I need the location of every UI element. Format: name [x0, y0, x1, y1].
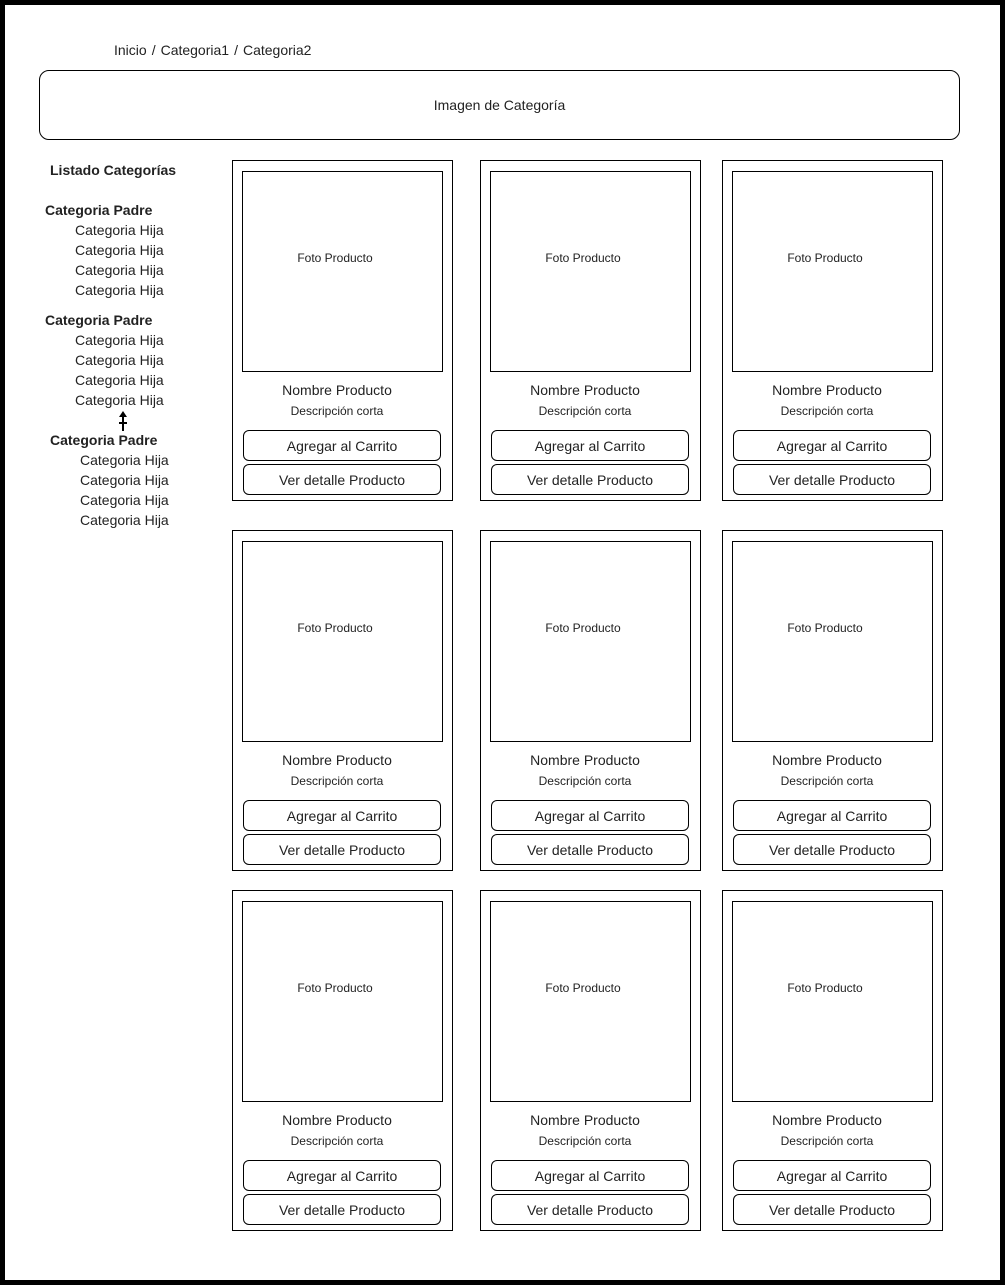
- mouse-cursor-icon: [116, 410, 130, 432]
- view-detail-button[interactable]: Ver detalle Producto: [243, 1194, 441, 1225]
- product-description: Descripción corta: [538, 1134, 632, 1148]
- product-photo[interactable]: [242, 171, 443, 372]
- product-card: [480, 890, 701, 1231]
- category-image-label: Imagen de Categoría: [433, 97, 566, 113]
- product-photo-label: Foto Producto: [787, 981, 863, 995]
- product-photo-label: Foto Producto: [545, 981, 621, 995]
- sidebar-child-category[interactable]: Categoria Hija: [75, 282, 164, 298]
- product-photo[interactable]: [490, 541, 691, 742]
- breadcrumb-separator: /: [234, 42, 238, 58]
- product-photo[interactable]: [490, 171, 691, 372]
- sidebar-child-category[interactable]: Categoria Hija: [75, 262, 164, 278]
- product-photo-label: Foto Producto: [545, 621, 621, 635]
- breadcrumb-item-home[interactable]: Inicio: [114, 42, 147, 58]
- product-photo-label: Foto Producto: [787, 251, 863, 265]
- product-card: [232, 890, 453, 1231]
- add-to-cart-button[interactable]: Agregar al Carrito: [733, 430, 931, 461]
- product-name[interactable]: Nombre Producto: [772, 382, 882, 398]
- add-to-cart-button[interactable]: Agregar al Carrito: [243, 800, 441, 831]
- product-name[interactable]: Nombre Producto: [772, 1112, 882, 1128]
- product-description: Descripción corta: [780, 774, 874, 788]
- product-description: Descripción corta: [780, 1134, 874, 1148]
- product-description: Descripción corta: [290, 1134, 384, 1148]
- product-photo[interactable]: [242, 901, 443, 1102]
- add-to-cart-button[interactable]: Agregar al Carrito: [491, 430, 689, 461]
- sidebar-child-category[interactable]: Categoria Hija: [80, 512, 169, 528]
- product-name[interactable]: Nombre Producto: [530, 752, 640, 768]
- sidebar-parent-category[interactable]: Categoria Padre: [45, 312, 153, 328]
- sidebar-child-category[interactable]: Categoria Hija: [80, 492, 169, 508]
- product-photo-label: Foto Producto: [787, 621, 863, 635]
- product-name[interactable]: Nombre Producto: [530, 1112, 640, 1128]
- sidebar-child-category[interactable]: Categoria Hija: [80, 452, 169, 468]
- view-detail-button[interactable]: Ver detalle Producto: [733, 464, 931, 495]
- product-description: Descripción corta: [538, 404, 632, 418]
- view-detail-button[interactable]: Ver detalle Producto: [243, 834, 441, 865]
- view-detail-button[interactable]: Ver detalle Producto: [733, 834, 931, 865]
- product-card: [232, 160, 453, 501]
- breadcrumb-item-category2: Categoria2: [242, 42, 312, 58]
- add-to-cart-button[interactable]: Agregar al Carrito: [733, 1160, 931, 1191]
- sidebar-title: Listado Categorías: [50, 162, 177, 178]
- product-card: [722, 530, 943, 871]
- product-photo-label: Foto Producto: [297, 251, 373, 265]
- product-photo[interactable]: [242, 541, 443, 742]
- sidebar-child-category[interactable]: Categoria Hija: [75, 242, 164, 258]
- sidebar-child-category[interactable]: Categoria Hija: [75, 352, 164, 368]
- view-detail-button[interactable]: Ver detalle Producto: [243, 464, 441, 495]
- add-to-cart-button[interactable]: Agregar al Carrito: [733, 800, 931, 831]
- product-description: Descripción corta: [780, 404, 874, 418]
- view-detail-button[interactable]: Ver detalle Producto: [491, 834, 689, 865]
- view-detail-button[interactable]: Ver detalle Producto: [491, 464, 689, 495]
- product-card: [722, 160, 943, 501]
- product-photo[interactable]: [732, 171, 933, 372]
- view-detail-button[interactable]: Ver detalle Producto: [733, 1194, 931, 1225]
- add-to-cart-button[interactable]: Agregar al Carrito: [491, 1160, 689, 1191]
- sidebar-parent-category[interactable]: Categoria Padre: [50, 432, 158, 448]
- breadcrumb-separator: /: [151, 42, 156, 58]
- product-card: [232, 530, 453, 871]
- add-to-cart-button[interactable]: Agregar al Carrito: [243, 430, 441, 461]
- product-description: Descripción corta: [290, 404, 384, 418]
- sidebar-parent-category[interactable]: Categoria Padre: [45, 202, 153, 218]
- product-name[interactable]: Nombre Producto: [282, 382, 392, 398]
- product-photo[interactable]: [732, 541, 933, 742]
- product-card: [480, 530, 701, 871]
- breadcrumb-item-category1[interactable]: Categoria1: [160, 42, 230, 58]
- sidebar-child-category[interactable]: Categoria Hija: [75, 372, 164, 388]
- category-image-banner: [39, 70, 960, 140]
- product-name[interactable]: Nombre Producto: [772, 752, 882, 768]
- add-to-cart-button[interactable]: Agregar al Carrito: [491, 800, 689, 831]
- breadcrumb: [114, 42, 311, 58]
- product-photo-label: Foto Producto: [545, 251, 621, 265]
- product-card: [722, 890, 943, 1231]
- product-photo[interactable]: [732, 901, 933, 1102]
- product-name[interactable]: Nombre Producto: [530, 382, 640, 398]
- sidebar-child-category[interactable]: Categoria Hija: [80, 472, 169, 488]
- product-description: Descripción corta: [290, 774, 384, 788]
- product-card: [480, 160, 701, 501]
- view-detail-button[interactable]: Ver detalle Producto: [491, 1194, 689, 1225]
- product-photo-label: Foto Producto: [297, 621, 373, 635]
- add-to-cart-button[interactable]: Agregar al Carrito: [243, 1160, 441, 1191]
- product-photo-label: Foto Producto: [297, 981, 373, 995]
- sidebar-child-category[interactable]: Categoria Hija: [75, 332, 164, 348]
- product-name[interactable]: Nombre Producto: [282, 752, 392, 768]
- product-photo[interactable]: [490, 901, 691, 1102]
- sidebar-child-category[interactable]: Categoria Hija: [75, 392, 164, 408]
- product-description: Descripción corta: [538, 774, 632, 788]
- product-name[interactable]: Nombre Producto: [282, 1112, 392, 1128]
- sidebar-child-category[interactable]: Categoria Hija: [75, 222, 164, 238]
